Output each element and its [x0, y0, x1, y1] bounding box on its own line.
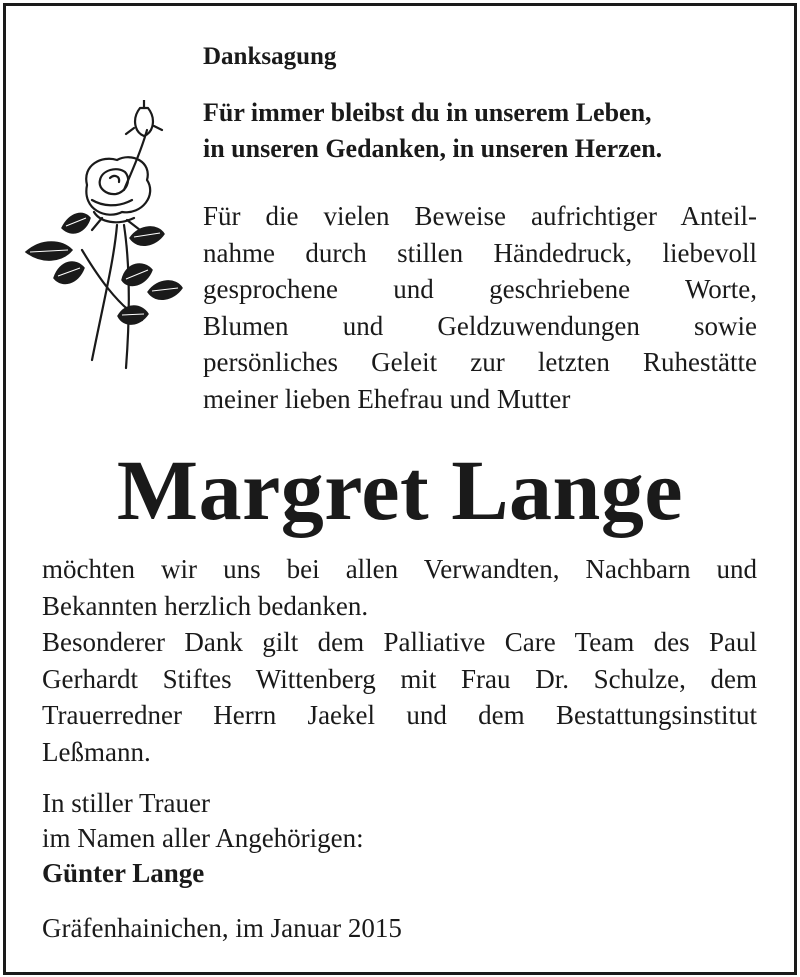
- thanks-text: [42, 551, 757, 770]
- intro-line: Für die vielen Beweise aufrichtiger Anteil-: [203, 201, 757, 231]
- intro-line: gesprochene und geschriebene Worte,: [203, 274, 757, 304]
- rose-icon: [22, 100, 188, 375]
- thanks-line: möchten wir uns bei allen Verwandten, Nachbarn und: [42, 554, 757, 584]
- intro-line: persönliches Geleit zur letzten Ruhestätte: [203, 347, 757, 377]
- motto-line: in unseren Gedanken, in unseren Herzen.: [203, 134, 663, 163]
- notice-heading: Danksagung: [203, 43, 337, 70]
- intro-last-line: meiner lieben Ehefrau und Mutter: [203, 384, 571, 414]
- deceased-name: Margret Lange: [116, 442, 684, 538]
- place-date: Gräfenhainichen, im Januar 2015: [42, 913, 402, 943]
- special-thanks-line: Leßmann.: [42, 736, 151, 767]
- intro-paragraph: [203, 198, 757, 381]
- special-thanks-line: Besonderer Dank gilt dem Palliative Care Team des Paul: [42, 627, 757, 657]
- intro-line: nahme durch stillen Händedruck, liebevoll: [203, 237, 757, 268]
- intro-line: Blumen und Geldzuwendungen sowie: [203, 310, 757, 341]
- special-thanks-line: Gerhardt Stiftes Wittenberg mit Frau Dr. Schulze, dem: [42, 663, 757, 694]
- signatory-name: Günter Lange: [42, 858, 205, 888]
- signature-block: [42, 786, 364, 891]
- motto-line: Für immer bleibst du in unserem Leben,: [203, 98, 652, 127]
- special-thanks-line: Trauerredner Herrn Jaekel und dem Bestattungsinstitut: [42, 700, 757, 730]
- motto: [203, 95, 773, 167]
- thanks-line: Bekannten herzlich bedanken.: [42, 590, 369, 621]
- closing-line: In stiller Trauer: [42, 788, 210, 818]
- closing-line: im Namen aller Angehörigen:: [42, 823, 364, 853]
